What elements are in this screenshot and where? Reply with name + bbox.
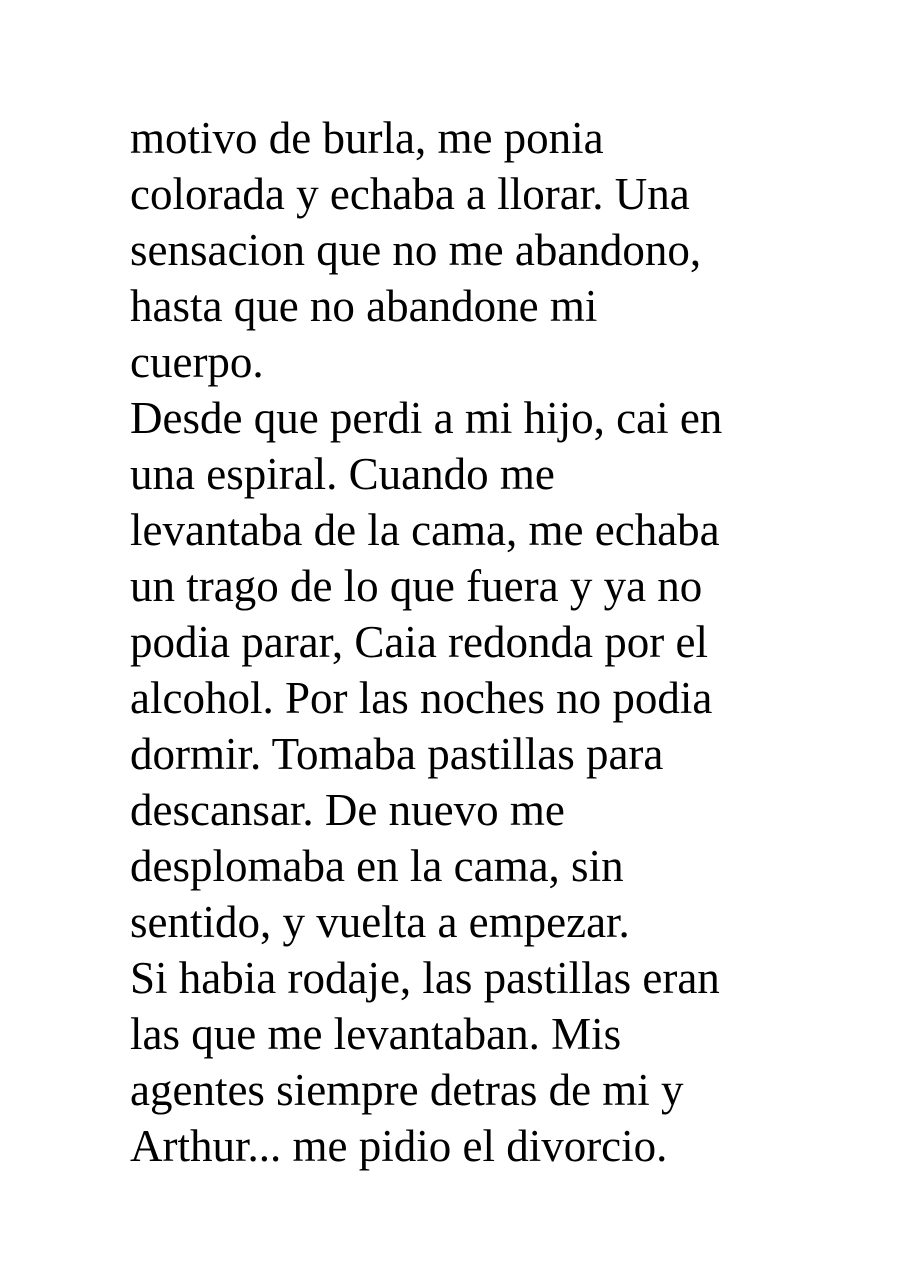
text-line: dormir. Tomaba pastillas para xyxy=(130,729,664,779)
text-line: una espiral. Cuando me xyxy=(130,449,555,499)
text-line: alcohol. Por las noches no podia xyxy=(130,673,713,723)
text-line: sensacion que no me abandono, xyxy=(130,225,702,275)
text-line: un trago de lo que fuera y ya no xyxy=(130,561,703,611)
text-line: levantaba de la cama, me echaba xyxy=(130,505,720,555)
text-line: podia parar, Caia redonda por el xyxy=(130,617,708,667)
text-line: las que me levantaban. Mis xyxy=(130,1009,622,1059)
text-line: hasta que no abandone mi xyxy=(130,281,598,331)
text-line: desplomaba en la cama, sin xyxy=(130,841,624,891)
text-line: Desde que perdi a mi hijo, cai en xyxy=(130,393,723,443)
text-line: colorada y echaba a llorar. Una xyxy=(130,169,690,219)
document-page xyxy=(130,110,830,1174)
text-line: cuerpo. xyxy=(130,337,264,387)
text-line: sentido, y vuelta a empezar. xyxy=(130,897,630,947)
text-line: Arthur... me pidio el divorcio. xyxy=(130,1121,668,1171)
text-line: descansar. De nuevo me xyxy=(130,785,565,835)
text-line: Si habia rodaje, las pastillas eran xyxy=(130,953,720,1003)
text-line: agentes siempre detras de mi y xyxy=(130,1065,684,1115)
text-line: motivo de burla, me ponia xyxy=(130,113,604,163)
